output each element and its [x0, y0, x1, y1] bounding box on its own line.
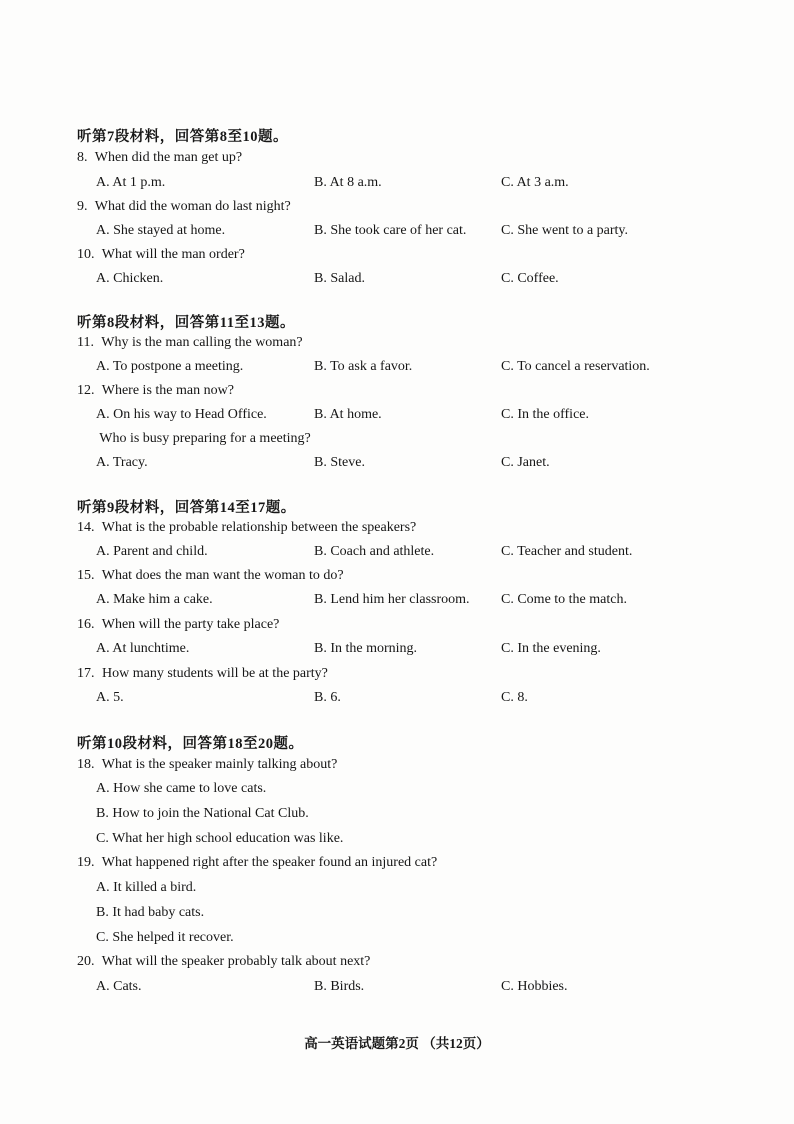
option-a: A. 5. [96, 690, 124, 705]
option-b: B. Coach and athlete. [314, 544, 435, 559]
question-14 [77, 520, 416, 536]
option-a: A. On his way to Head Office. [96, 407, 267, 422]
option-c: C. Janet. [501, 455, 550, 470]
question-12 [77, 383, 234, 399]
option-a: A. It killed a bird. [96, 880, 197, 895]
section-header-7: 听第7段材料，回答第8至10题。 [77, 129, 288, 145]
question-number: 14. [77, 520, 95, 535]
question-text: What is the probable relationship between the speakers? [101, 520, 417, 535]
section-header-10: 听第10段材料，回答第18至20题。 [77, 736, 304, 752]
question-11 [77, 335, 303, 351]
option-b: B. How to join the National Cat Club. [96, 806, 309, 821]
option-a: A. Parent and child. [96, 544, 208, 559]
question-19 [77, 855, 437, 871]
option-b: B. At home. [314, 407, 382, 422]
option-c: C. She helped it recover. [96, 930, 234, 945]
options-11 [96, 359, 736, 379]
question-9 [77, 199, 291, 215]
question-text: How many students will be at the party? [102, 666, 328, 681]
option-b: B. At 8 a.m. [314, 175, 382, 190]
options-20 [96, 979, 736, 999]
option-b: B. Lend him her classroom. [314, 592, 470, 607]
question-text: What will the man order? [101, 247, 245, 262]
option-a: A. Tracy. [96, 455, 148, 470]
question-10 [77, 247, 245, 263]
question-number: 19. [77, 855, 95, 870]
question-17 [77, 666, 328, 682]
option-a: A. Cats. [96, 979, 142, 994]
question-16 [77, 617, 279, 633]
question-number: 17. [77, 666, 95, 681]
question-text: What did the woman do last night? [94, 199, 291, 214]
section-header-8: 听第8段材料，回答第11至13题。 [77, 315, 295, 331]
question-number: 9. [77, 199, 88, 214]
question-8 [77, 150, 242, 166]
option-a: A. Chicken. [96, 271, 164, 286]
question-text: When will the party take place? [101, 617, 280, 632]
question-text: What will the speaker probably talk about next? [101, 954, 371, 969]
option-a: A. At 1 p.m. [96, 175, 166, 190]
options-15 [96, 592, 736, 612]
question-18 [77, 757, 337, 773]
question-number: 12. [77, 383, 95, 398]
question-number: 16. [77, 617, 95, 632]
option-b: B. Birds. [314, 979, 365, 994]
option-a: A. At lunchtime. [96, 641, 190, 656]
option-c: C. To cancel a reservation. [501, 359, 650, 374]
option-a: A. To postpone a meeting. [96, 359, 244, 374]
question-text: What is the speaker mainly talking about? [101, 757, 338, 772]
option-c: C. Hobbies. [501, 979, 568, 994]
option-c: C. Teacher and student. [501, 544, 633, 559]
options-9 [96, 223, 736, 243]
question-text: Why is the man calling the woman? [101, 335, 303, 350]
question-20 [77, 954, 370, 970]
option-b: B. Salad. [314, 271, 365, 286]
options-10 [96, 271, 736, 291]
option-c: C. 8. [501, 690, 528, 705]
question-number: 10. [77, 247, 95, 262]
option-c: C. What her high school education was like. [96, 831, 344, 846]
options-12 [96, 407, 736, 427]
question-number: 11. [77, 335, 94, 350]
question-number: 20. [77, 954, 95, 969]
option-c: C. Come to the match. [501, 592, 627, 607]
options-8 [96, 175, 736, 195]
question-15 [77, 568, 344, 584]
option-b: B. It had baby cats. [96, 905, 205, 920]
section-header-9: 听第9段材料，回答第14至17题。 [77, 500, 296, 516]
option-b: B. In the morning. [314, 641, 418, 656]
option-b: B. She took care of her cat. [314, 223, 467, 238]
question-text: Who is busy preparing for a meeting? [99, 431, 311, 446]
question-text: Where is the man now? [101, 383, 234, 398]
option-b: B. 6. [314, 690, 341, 705]
question-text: What does the man want the woman to do? [101, 568, 344, 583]
options-16 [96, 641, 736, 661]
page-footer: 高一英语试题第2页 （共12页） [304, 1036, 490, 1051]
option-c: C. At 3 a.m. [501, 175, 569, 190]
option-b: B. Steve. [314, 455, 365, 470]
question-number: 18. [77, 757, 95, 772]
options-13 [96, 455, 736, 475]
question-number: 15. [77, 568, 95, 583]
question-13 [96, 431, 311, 447]
option-b: B. To ask a favor. [314, 359, 413, 374]
option-c: C. Coffee. [501, 271, 559, 286]
options-17 [96, 690, 736, 710]
option-c: C. She went to a party. [501, 223, 629, 238]
option-a: A. Make him a cake. [96, 592, 213, 607]
question-number: 8. [77, 150, 88, 165]
option-a: A. How she came to love cats. [96, 781, 267, 796]
option-c: C. In the evening. [501, 641, 601, 656]
question-text: When did the man get up? [94, 150, 243, 165]
options-14 [96, 544, 736, 564]
question-text: What happened right after the speaker found an injured cat? [101, 855, 438, 870]
option-a: A. She stayed at home. [96, 223, 226, 238]
option-c: C. In the office. [501, 407, 589, 422]
